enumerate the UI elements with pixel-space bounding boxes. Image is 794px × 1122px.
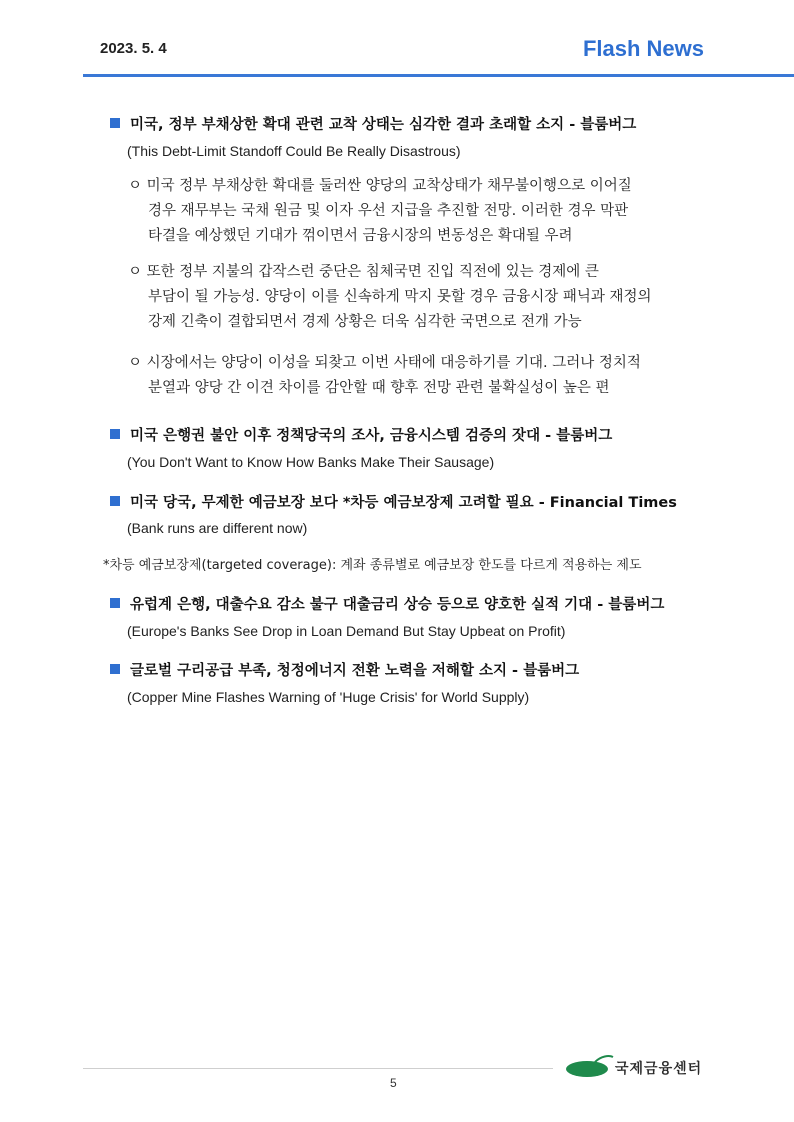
footer-divider (83, 1068, 553, 1069)
article-headline: 미국, 정부 부채상한 확대 관련 교착 상태는 심각한 결과 초래할 소지 - 블룸버그 (110, 113, 636, 134)
square-bullet-icon (110, 118, 120, 128)
square-bullet-icon (110, 496, 120, 506)
square-bullet-icon (110, 598, 120, 608)
article-subtitle: (This Debt-Limit Standoff Could Be Really Disastrous) (127, 143, 461, 159)
report-title: Flash News (582, 36, 704, 61)
header-divider (83, 74, 794, 77)
article-subtitle: (Copper Mine Flashes Warning of 'Huge Crisis' for World Supply) (127, 689, 530, 705)
article-headline: 글로벌 구리공급 부족, 청정에너지 전환 노력을 저해할 소지 - 블룸버그 (110, 659, 579, 680)
page-number: 5 (390, 1076, 397, 1090)
article-point: ㅇ 시장에서는 양당이 이성을 되찾고 이번 사태에 대응하기를 기대. 그러나 정치적 분열과 양당 간 이견 차이를 감안할 때 향후 전망 관련 불확실성이 높은 편 (128, 355, 641, 396)
article-headline: 미국 당국, 무제한 예금보장 보다 *차등 예금보장제 고려할 필요 - Financial Times (110, 491, 677, 512)
article-subtitle: (Bank runs are different now) (127, 520, 308, 536)
report-date: 2023. 5. 4 (100, 40, 167, 57)
article-subtitle: (You Don't Want to Know How Banks Make Their Sausage) (127, 454, 495, 470)
org-name: 국제금융센터 (615, 1061, 703, 1077)
article-point: ㅇ 또한 정부 지불의 갑작스런 중단은 침체국면 진입 직전에 있는 경제에 큰 부담이 될 가능성. 양당이 이를 신속하게 막지 못할 경우 금융시장 패닉과 재정의 강제 긴축이 결합되면서 경제 상황은 더욱 심각한 국면으로 전개 가능 (128, 264, 652, 330)
article-subtitle: (Europe's Banks See Drop in Loan Demand But Stay Upbeat on Profit) (127, 623, 566, 639)
footnote: *차등 예금보장제(targeted coverage): 계좌 종류별로 예금보장 한도를 다르게 적용하는 제도 (103, 558, 642, 573)
org-logo-icon (565, 1054, 615, 1080)
square-bullet-icon (110, 429, 120, 439)
article-headline: 미국 은행권 불안 이후 정책당국의 조사, 금융시스템 검증의 잣대 - 블룸버그 (110, 424, 612, 445)
square-bullet-icon (110, 664, 120, 674)
article-headline: 유럽계 은행, 대출수요 감소 불구 대출금리 상승 등으로 양호한 실적 기대 - 블룸버그 (110, 593, 664, 614)
article-point: ㅇ 미국 정부 부채상한 확대를 둘러싼 양당의 교착상태가 채무불이행으로 이어질 경우 재무부는 국채 원금 및 이자 우선 지급을 추진할 전망. 이러한 경우 막판 타결을 예상했던 기대가 꺾이면서 금융시장의 변동성은 확대될 우려 (128, 178, 632, 244)
